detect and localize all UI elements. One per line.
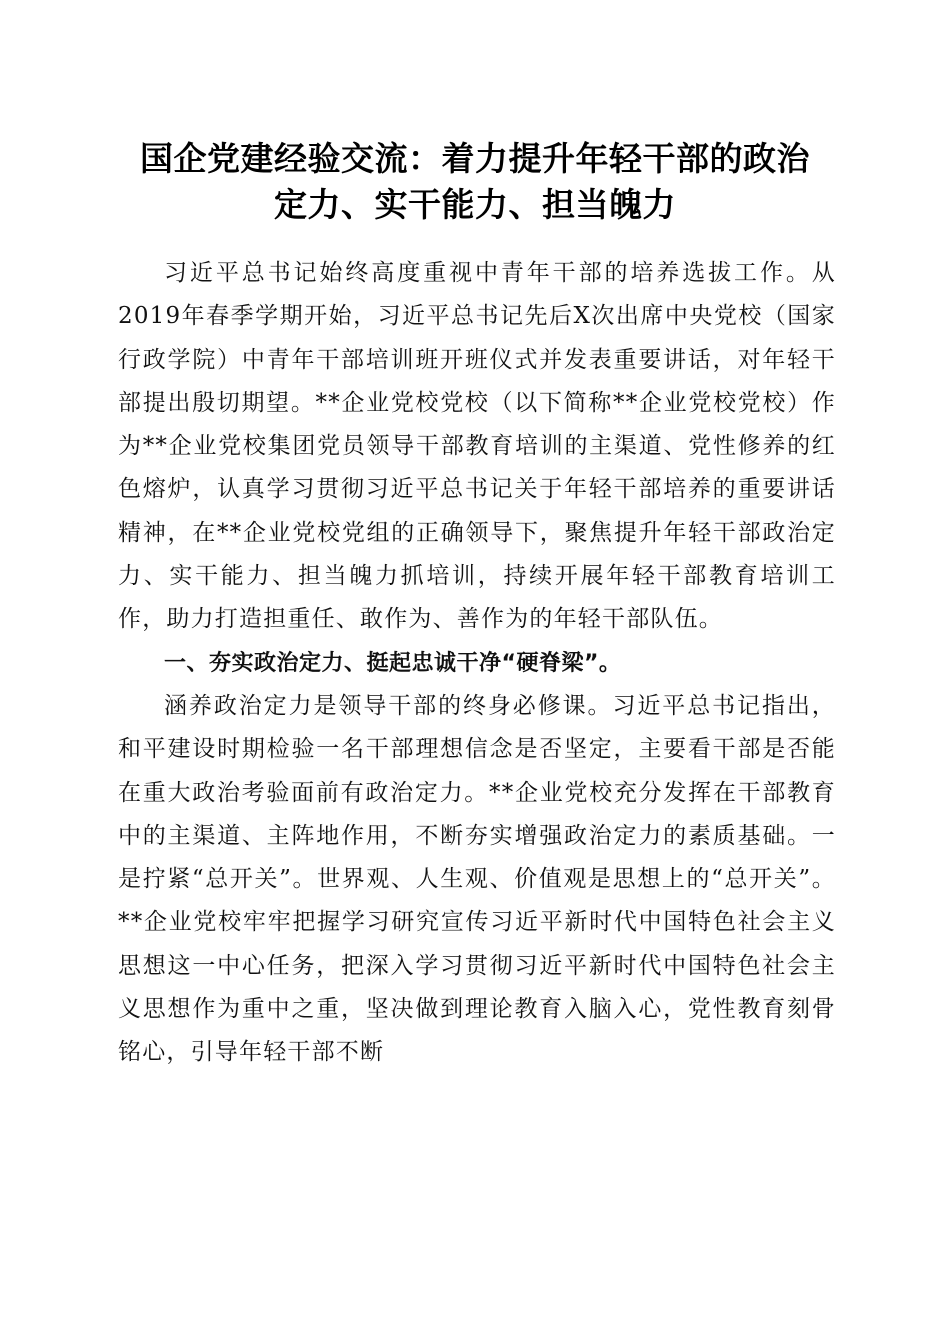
section-1-paragraph: 涵养政治定力是领导干部的终身必修课。习近平总书记指出，和平建设时期检验一名干部理想信念是否坚定，主要看干部是否能在重大政治考验面前有政治定力。**企业党校充分发挥在干部教育中的主渠道、主阵地作用，不断夯实增强政治定力的素质基础。一是拧紧“总开关”。世界观、人生观、价值观是思想上的“总开关”。**企业党校牢牢把握学习研究宣传习近平新时代中国特色社会主义思想这一中心任务，把深入学习贯彻习近平新时代中国特色社会主义思想作为重中之重，坚决做到理论教育入脑入心，党性教育刻骨铭心，引导年轻干部不断 <box>118 692 836 1066</box>
title-line-1: 国企党建经验交流：着力提升年轻干部的政治 <box>140 139 810 178</box>
section-heading-1: 一、夯实政治定力、挺起忠诚干净“硬脊梁”。 <box>164 650 622 676</box>
title-line-2: 定力、实干能力、担当魄力 <box>274 185 676 224</box>
intro-paragraph: 习近平总书记始终高度重视中青年干部的培养选拔工作。从2019年春季学期开始，习近平总书记先后X次出席中央党校（国家行政学院）中青年干部培训班开班仪式并发表重要讲话，对年轻干部提出殷切期望。**企业党校党校（以下简称**企业党校党校）作为**企业党校集团党员领导干部教育培训的主渠道、党性修养的红色熔炉，认真学习贯彻习近平总书记关于年轻干部培养的重要讲话精神，在**企业党校党组的正确领导下，聚焦提升年轻干部政治定力、实干能力、担当魄力抓培训，持续开展年轻干部教育培训工作，助力打造担重任、敢作为、善作为的年轻干部队伍。 <box>118 260 836 633</box>
document-title <box>110 136 840 228</box>
document-body <box>118 252 836 1075</box>
